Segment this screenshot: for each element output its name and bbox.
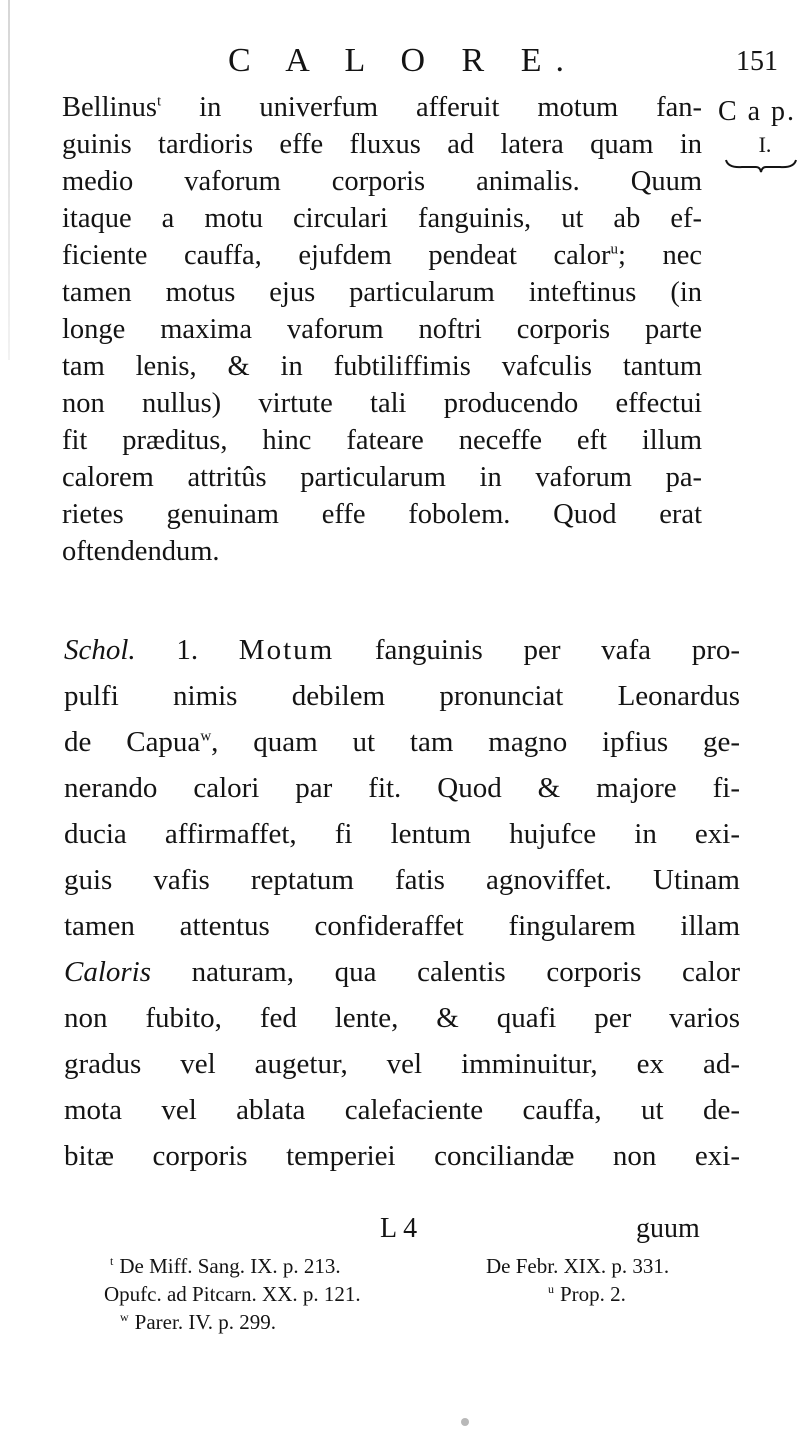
text-line: tamen attentus confideraffet fingularem illam <box>64 910 740 942</box>
signature-mark: L 4 <box>380 1213 418 1244</box>
text-line: ducia affirmaffet, fi lentum hujufce in exi- <box>64 818 740 850</box>
text-line: Caloris naturam, qua calentis corporis calor <box>64 956 740 988</box>
brace-ornament-icon <box>724 158 798 174</box>
footnote-item: $^w$ Parer. IV. p. 299. <box>120 1310 277 1334</box>
scholium-first-line: Schol. 1. Motum fanguinis per vafa pro- <box>64 634 741 666</box>
text-line: itaque a motu circulari fanguinis, ut ab ef- <box>62 203 702 234</box>
text-line: pulfi nimis debilem pronunciat Leonardus <box>64 680 740 712</box>
text-line: ficiente cauffa, ejufdem pendeat calor$^u$; nec <box>62 240 703 271</box>
chapter-margin-note <box>714 96 800 174</box>
text-line: medio vaforum corporis animalis. Quum <box>62 166 702 197</box>
chapter-number: I. <box>758 132 772 157</box>
catchword: guum <box>636 1213 700 1244</box>
page-number: 151 <box>736 46 778 77</box>
footnote-item: Opufc. ad Pitcarn. XX. p. 121. <box>104 1282 361 1306</box>
text-line: non nullus) virtute tali producendo effectui <box>62 388 702 419</box>
footnote-ref-u: u <box>610 241 618 258</box>
chapter-label: C a p. <box>717 96 797 127</box>
scholium-label: Schol. <box>64 634 136 666</box>
text-line: tam lenis, & in fubtiliffimis vafculis tantum <box>62 351 702 382</box>
footnote-ref-t: t <box>157 93 162 110</box>
text-line: gradus vel augetur, vel imminuitur, ex ad- <box>64 1048 740 1080</box>
text-line: guis vafis reptatum fatis agnoviffet. Utinam <box>64 864 740 896</box>
ink-blot <box>461 1418 469 1426</box>
italic-term: Caloris <box>64 956 152 988</box>
running-head <box>0 42 800 82</box>
footnote-ref-w: w <box>200 728 212 745</box>
text-line: longe maxima vaforum noftri corporis parte <box>62 314 702 345</box>
text-line: non fubito, fed lente, & quafi per varios <box>64 1002 740 1034</box>
text-line: Bellinus$^t$ in univerfum afferuit motum fan- <box>62 92 702 123</box>
text-line: fit præditus, hinc fateare neceffe eft illum <box>62 425 702 456</box>
text-line: bitæ corporis temperiei conciliandæ non exi- <box>64 1140 740 1172</box>
footnote-item: $^u$ Prop. 2. <box>548 1282 626 1306</box>
text-line: guinis tardioris effe fluxus ad latera quam in <box>62 129 702 160</box>
text-line: mota vel ablata calefaciente cauffa, ut de- <box>64 1094 740 1126</box>
footnote-item: $^t$ De Miff. Sang. IX. p. 213. <box>110 1254 341 1278</box>
scholium-number: 1. <box>176 634 199 666</box>
scholium-lead-word: Motum <box>238 634 335 666</box>
text-line: calorem attritûs particularum in vaforum pa- <box>62 462 702 493</box>
footnote-item: De Febr. XIX. p. 331. <box>486 1254 670 1278</box>
text-line: oftendendum. <box>62 536 220 567</box>
text-line: nerando calori par fit. Quod & majore fi- <box>64 772 740 804</box>
text-line: de Capua$^w$, quam ut tam magno ipfius ge- <box>64 726 740 758</box>
text-line: tamen motus ejus particularum inteftinus (in <box>62 277 702 308</box>
text-line: rietes genuinam effe fobolem. Quod erat <box>62 499 702 530</box>
running-title: C A L O R E. <box>228 42 578 79</box>
